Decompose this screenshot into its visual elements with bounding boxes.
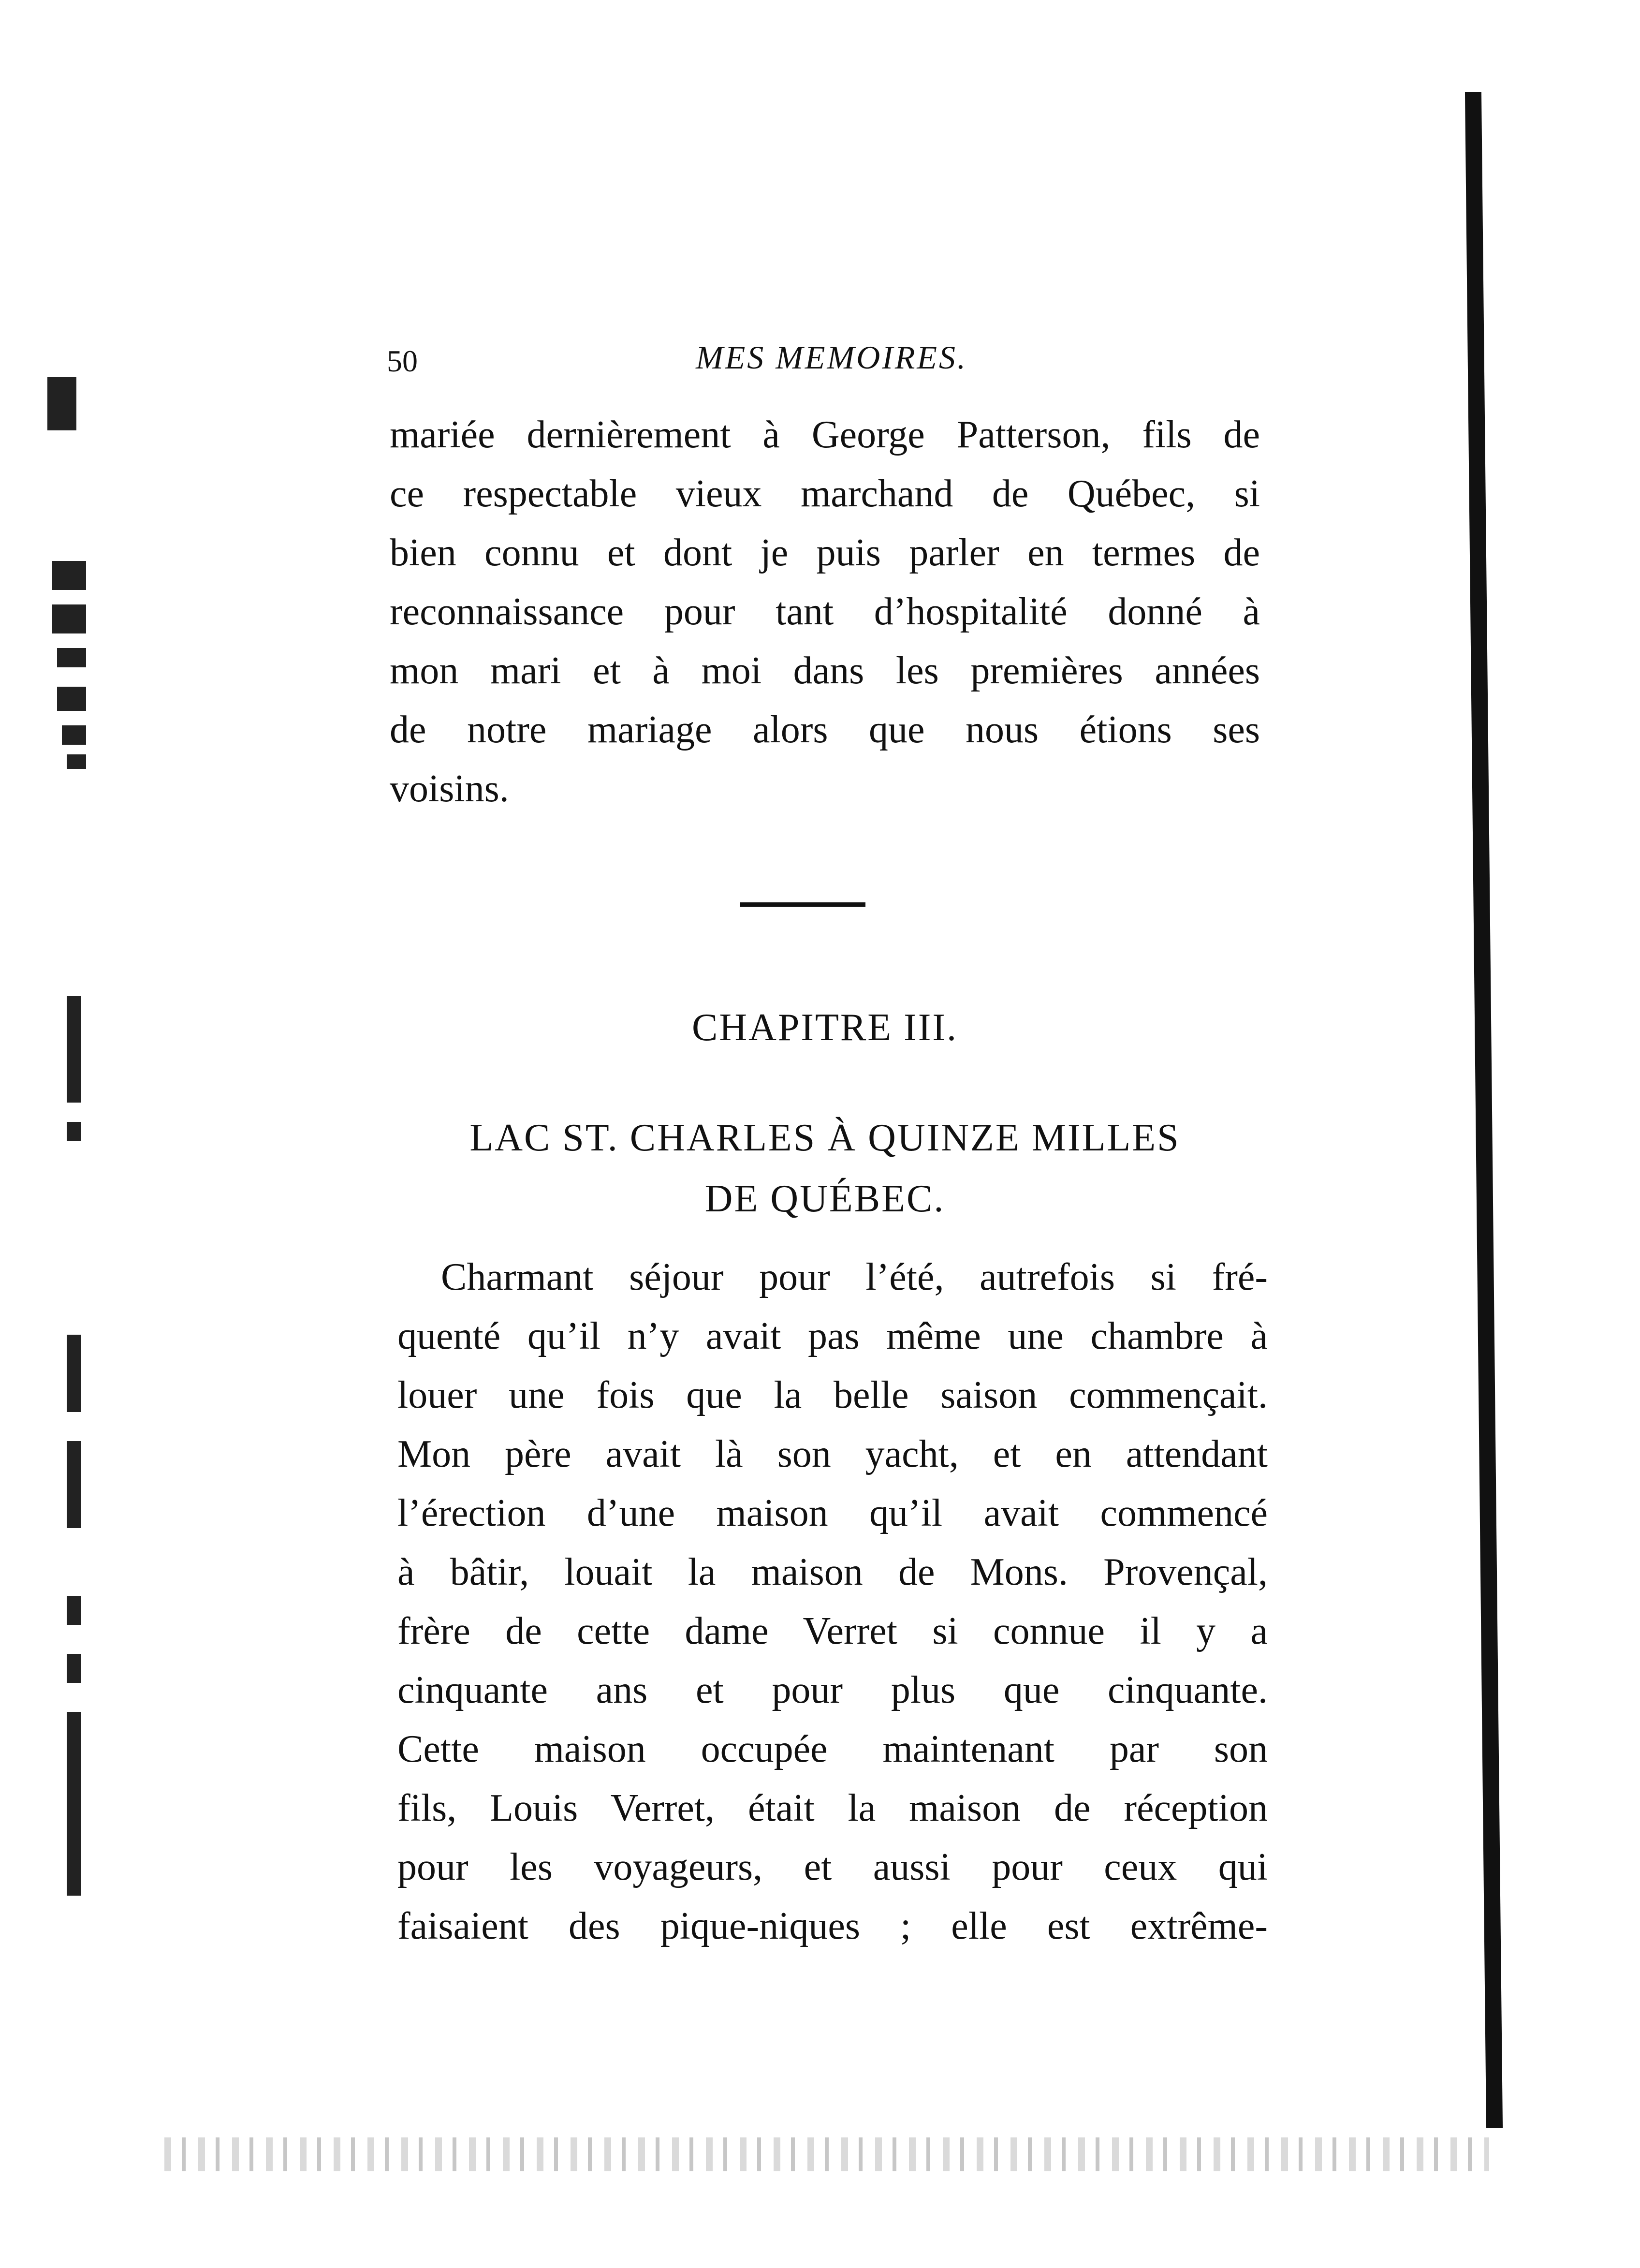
text-line: bien connu et dont je puis parler en termes de (390, 531, 1260, 574)
text-line: mon mari et à moi dans les premières années (390, 649, 1260, 692)
chapter-paragraph (397, 1248, 1268, 1956)
page-header (387, 339, 1276, 382)
binding-marks (43, 377, 101, 1925)
text-line: pour les voyageurs, et aussi pour ceux qui (397, 1846, 1268, 1888)
text-line: ce respectable vieux marchand de Québec, si (390, 472, 1260, 515)
chapter-heading: CHAPITRE III. (691, 1006, 958, 1049)
running-title: MES MEMOIRES. (696, 339, 967, 376)
text-line: louer une fois que la belle saison commençait. (397, 1374, 1268, 1416)
scan-smudge (164, 2137, 1489, 2171)
page-number: 50 (387, 344, 418, 378)
text-line: frère de cette dame Verret si connue il y a (397, 1610, 1268, 1652)
text-line: à bâtir, louait la maison de Mons. Provençal, (397, 1551, 1268, 1593)
text-line: l’érection d’une maison qu’il avait commencé (397, 1492, 1268, 1534)
text-line: cinquante ans et pour plus que cinquante. (397, 1669, 1268, 1711)
section-separator-rule (740, 902, 865, 907)
chapter-subtitle-line: LAC ST. CHARLES À QUINZE MILLES (469, 1117, 1180, 1159)
text-line: fils, Louis Verret, était la maison de réception (397, 1787, 1268, 1829)
text-line: reconnaissance pour tant d’hospitalité donné à (390, 590, 1260, 633)
text-line: mariée dernièrement à George Patterson, fils de (390, 413, 1260, 456)
chapter-subtitle (390, 1107, 1260, 1229)
paragraph-continued (390, 405, 1260, 818)
chapter-subtitle-line: DE QUÉBEC. (704, 1178, 945, 1220)
page-edge-shadow (1465, 92, 1503, 2128)
text-line: Cette maison occupée maintenant par son (397, 1728, 1268, 1770)
text-line: faisaient des pique-niques ; elle est extrême- (397, 1905, 1268, 1947)
text-line: de notre mariage alors que nous étions ses (390, 708, 1260, 751)
text-line: Charmant séjour pour l’été, autrefois si fré- (441, 1256, 1268, 1298)
text-line: quenté qu’il n’y avait pas même une chambre à (397, 1315, 1268, 1357)
text-line: voisins. (390, 767, 509, 810)
text-line: Mon père avait là son yacht, et en attendant (397, 1433, 1268, 1475)
